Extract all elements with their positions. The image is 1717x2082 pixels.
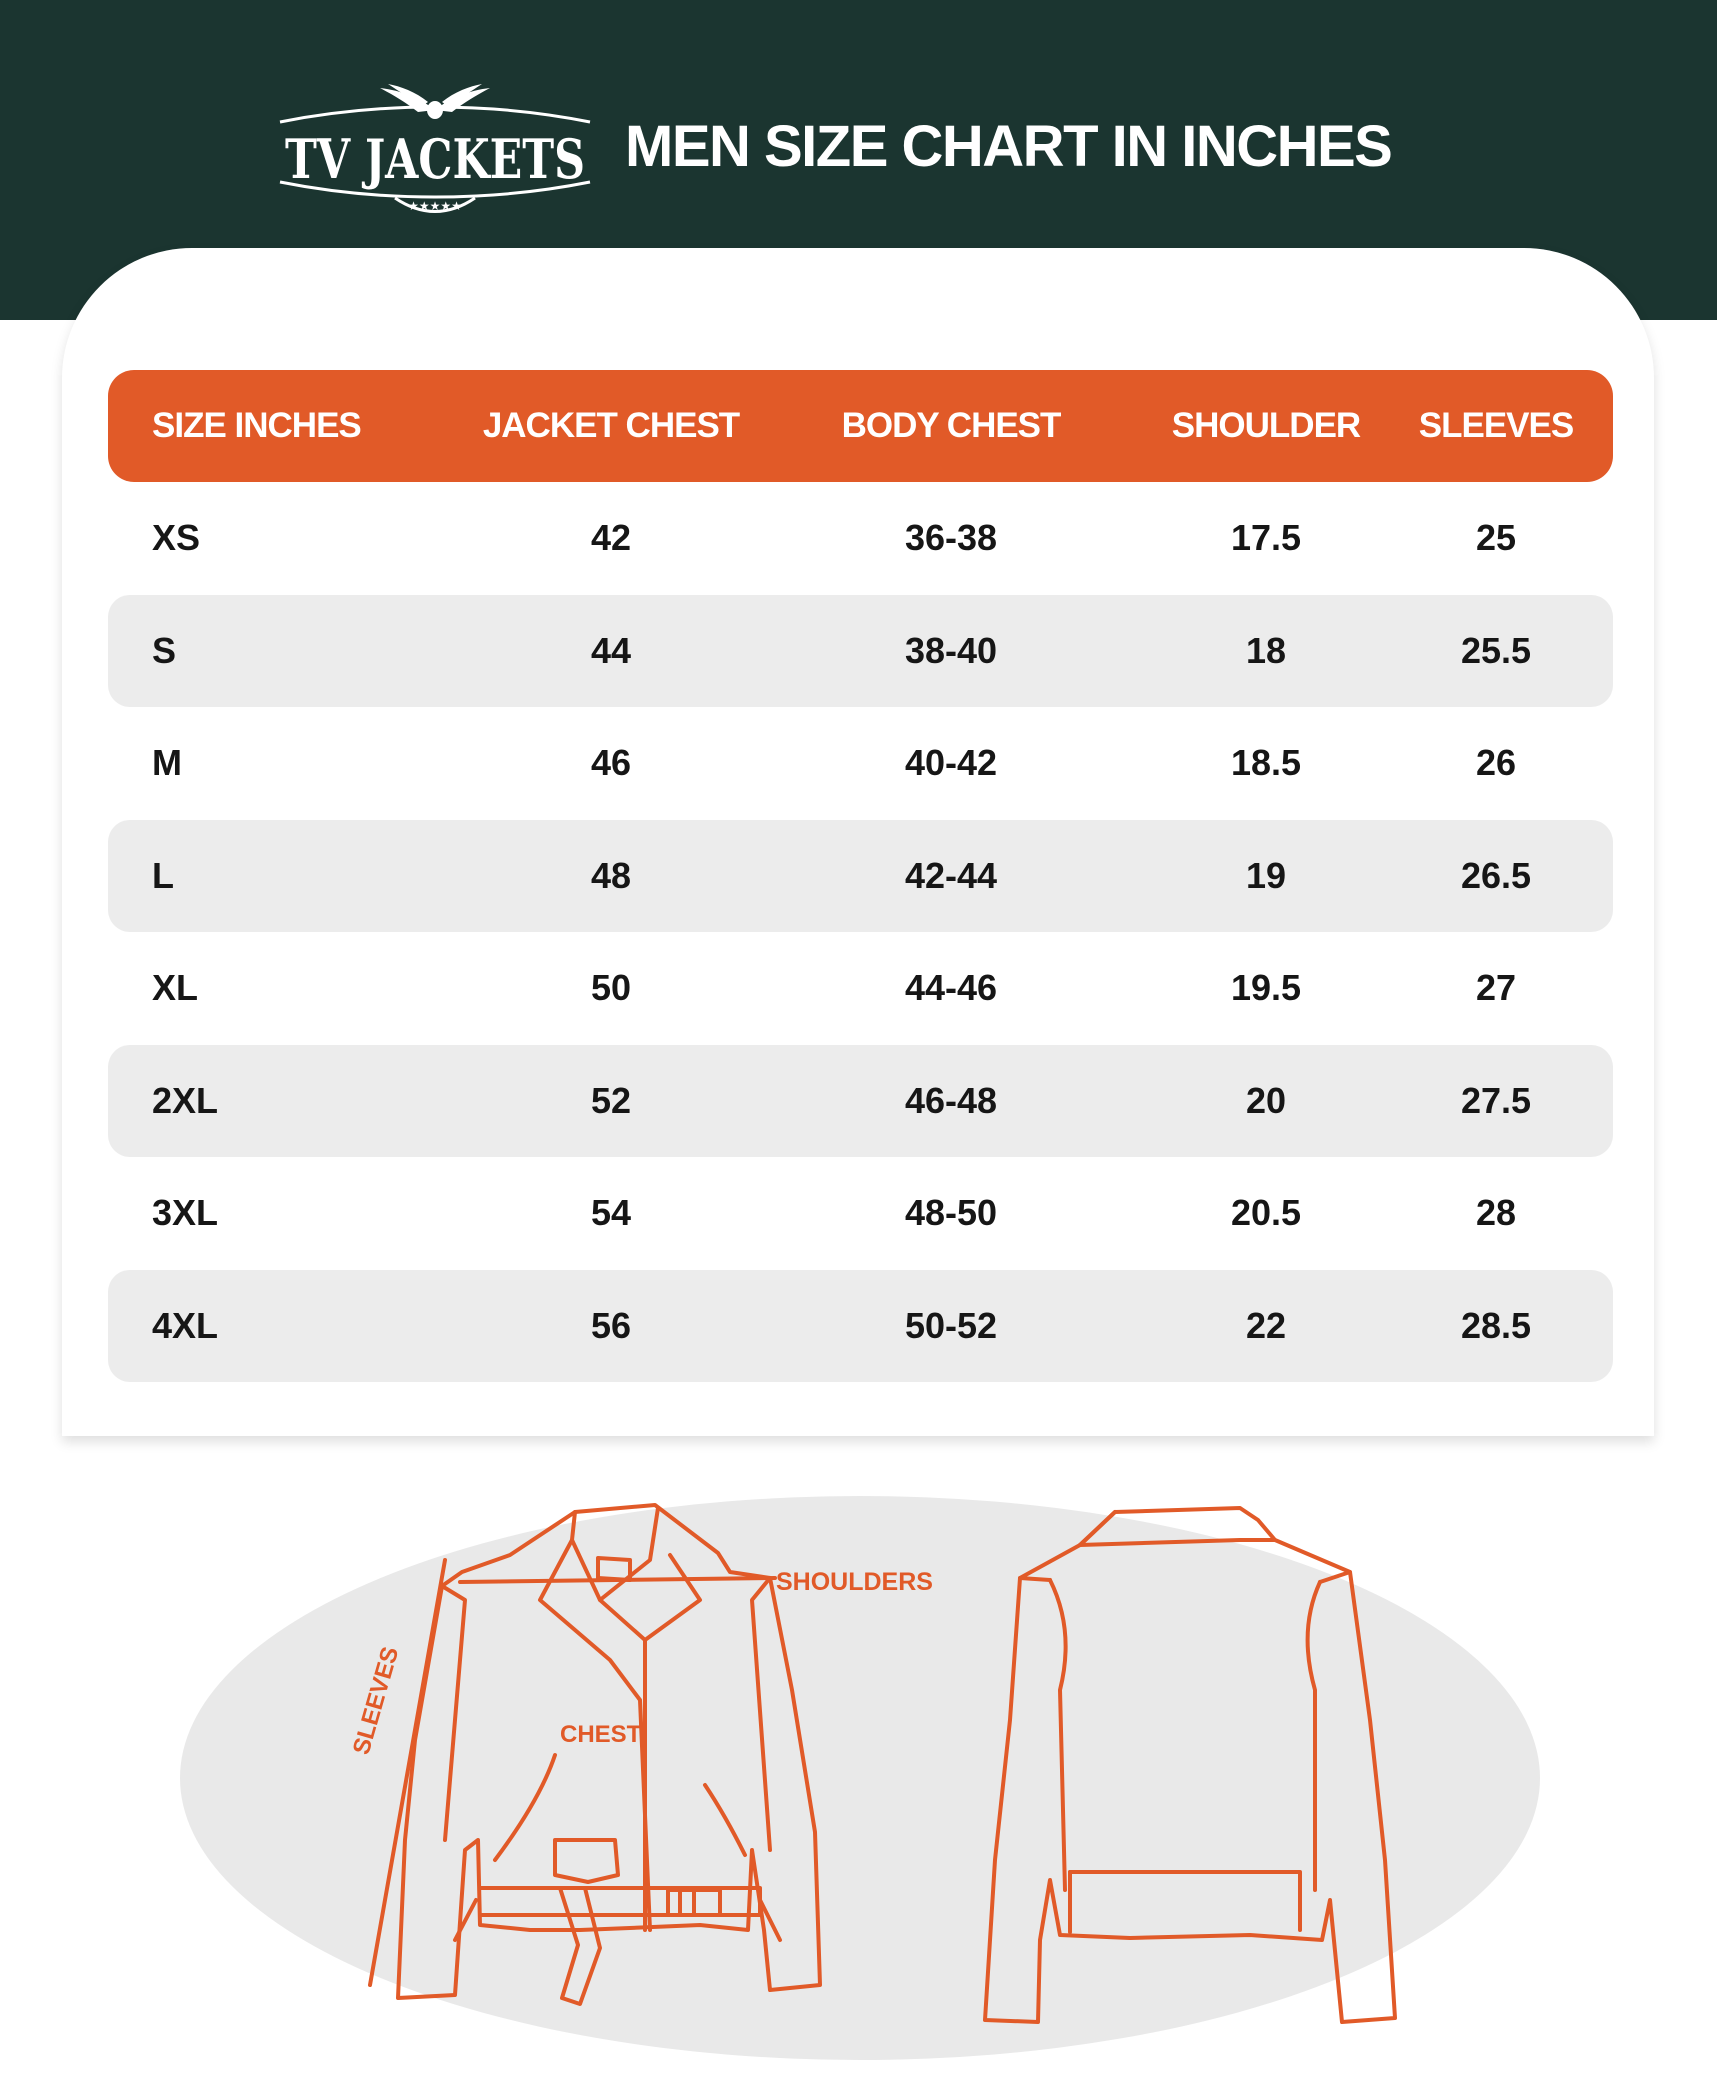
cell-sleeves: 27 xyxy=(1475,967,1517,1009)
cell-body-chest: 42-44 xyxy=(904,854,998,896)
table-row xyxy=(108,932,1613,1045)
table-row xyxy=(108,595,1613,708)
cell-jacket-chest: 42 xyxy=(590,517,632,559)
header-body-chest: BODY CHEST xyxy=(841,406,1061,445)
cell-jacket-chest: 48 xyxy=(590,854,632,896)
cell-body-chest: 40-42 xyxy=(904,742,998,784)
jacket-measurement-diagram xyxy=(0,1480,1717,2082)
cell-sleeves: 25 xyxy=(1475,517,1517,559)
cell-sleeves: 26.5 xyxy=(1460,854,1532,896)
cell-body-chest: 38-40 xyxy=(904,629,998,671)
cell-shoulder: 22 xyxy=(1245,1304,1287,1346)
cell-size: L xyxy=(152,854,174,896)
cell-body-chest: 48-50 xyxy=(904,1192,998,1234)
cell-jacket-chest: 52 xyxy=(590,1079,632,1121)
header-shoulder: SHOULDER xyxy=(1171,406,1361,445)
cell-jacket-chest: 54 xyxy=(590,1192,632,1234)
cell-jacket-chest: 50 xyxy=(590,967,632,1009)
logo-wordmark: TV JACKETS xyxy=(285,127,585,191)
cell-jacket-chest: 56 xyxy=(590,1304,632,1346)
table-row xyxy=(108,482,1613,595)
table-body xyxy=(108,482,1613,1382)
header-size: SIZE INCHES xyxy=(152,406,361,445)
cell-size: M xyxy=(152,742,182,784)
cell-shoulder: 19 xyxy=(1245,854,1287,896)
cell-size: XS xyxy=(152,517,201,559)
cell-size: 3XL xyxy=(152,1192,219,1234)
tv-jackets-logo xyxy=(270,80,600,215)
cell-shoulder: 18 xyxy=(1245,629,1287,671)
table-row xyxy=(108,1045,1613,1158)
cell-size: 2XL xyxy=(152,1079,219,1121)
label-chest: CHEST xyxy=(560,1721,642,1748)
table-row xyxy=(108,820,1613,933)
cell-sleeves: 28.5 xyxy=(1460,1304,1532,1346)
cell-shoulder: 19.5 xyxy=(1230,967,1302,1009)
cell-body-chest: 36-38 xyxy=(904,517,998,559)
cell-jacket-chest: 46 xyxy=(590,742,632,784)
cell-shoulder: 18.5 xyxy=(1230,742,1302,784)
cell-size: XL xyxy=(152,967,199,1009)
cell-jacket-chest: 44 xyxy=(590,629,632,671)
cell-size: S xyxy=(152,629,177,671)
cell-body-chest: 44-46 xyxy=(904,967,998,1009)
cell-body-chest: 46-48 xyxy=(904,1079,998,1121)
cell-shoulder: 17.5 xyxy=(1230,517,1302,559)
cell-shoulder: 20 xyxy=(1245,1079,1287,1121)
header-sleeves: SLEEVES xyxy=(1418,406,1574,445)
cell-sleeves: 27.5 xyxy=(1460,1079,1532,1121)
cell-body-chest: 50-52 xyxy=(904,1304,998,1346)
table-row xyxy=(108,707,1613,820)
page-title: MEN SIZE CHART IN INCHES xyxy=(625,114,1392,179)
cell-sleeves: 28 xyxy=(1475,1192,1517,1234)
cell-sleeves: 26 xyxy=(1475,742,1517,784)
cell-sleeves: 25.5 xyxy=(1460,629,1532,671)
wings-icon xyxy=(380,84,490,119)
header-jacket-chest: JACKET CHEST xyxy=(482,406,740,445)
cell-size: 4XL xyxy=(152,1304,219,1346)
label-sleeves: SLEEVES xyxy=(347,1643,405,1758)
label-shoulders: SHOULDERS xyxy=(776,1568,933,1596)
table-row xyxy=(108,1157,1613,1270)
table-row xyxy=(108,1270,1613,1383)
logo-stars: ★★★★★ xyxy=(408,199,462,213)
cell-shoulder: 20.5 xyxy=(1230,1192,1302,1234)
table-header xyxy=(108,370,1613,482)
